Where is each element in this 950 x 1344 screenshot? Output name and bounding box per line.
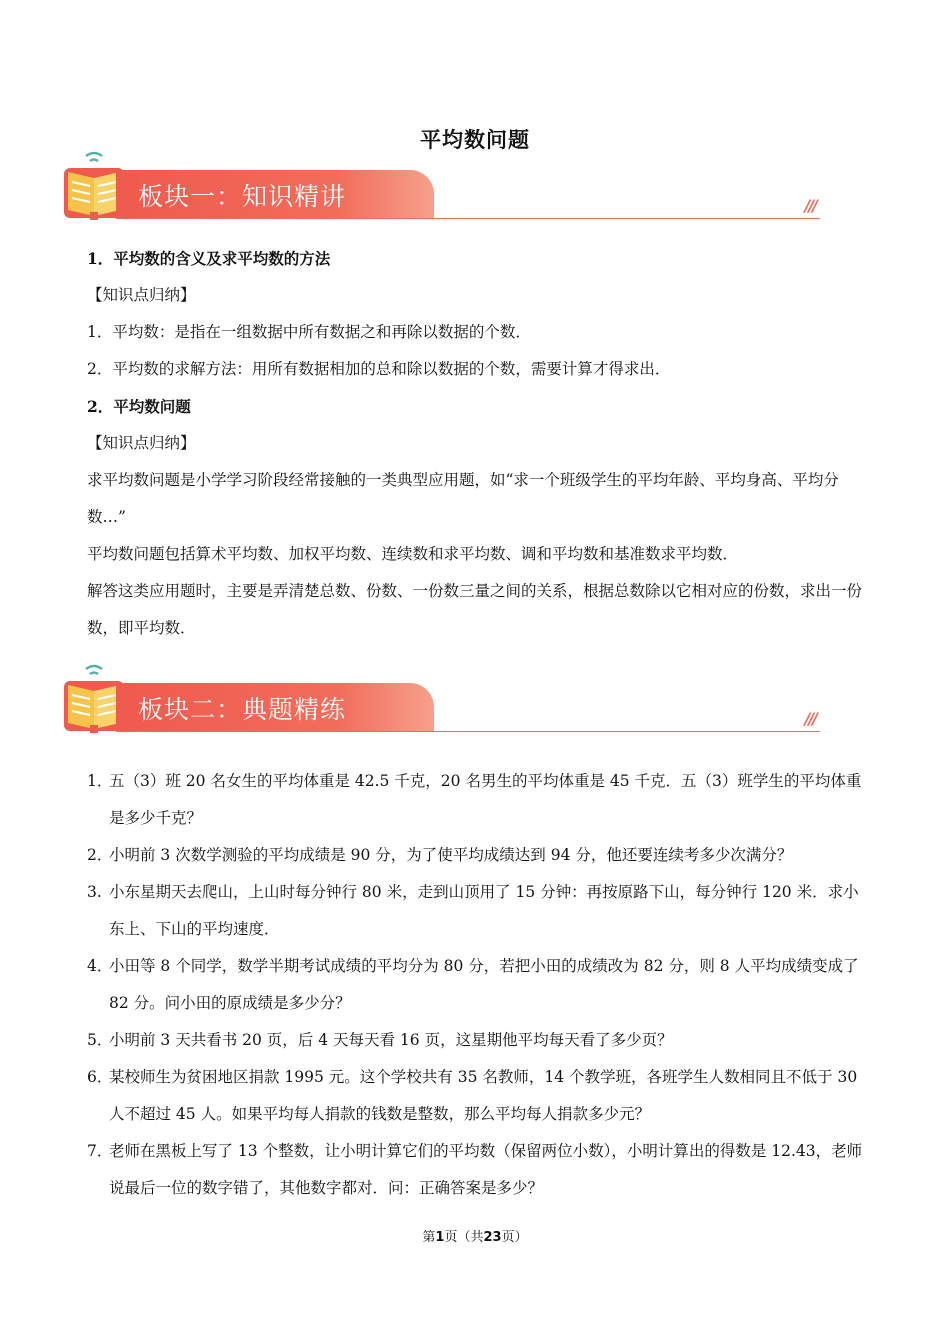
page-footer bbox=[0, 1226, 950, 1245]
list-item: 2．平均数的求解方法：用所有数据相加的总和除以数据的个数，需要计算才得求出． bbox=[87, 360, 671, 378]
section-1-content bbox=[87, 240, 867, 647]
question-number: 7． bbox=[87, 1142, 113, 1160]
footer-page-number: 1 bbox=[435, 1230, 445, 1245]
page-title: 平均数问题 bbox=[420, 127, 530, 152]
question-number: 1． bbox=[87, 772, 113, 790]
subheading: 1．平均数的含义及求平均数的方法 bbox=[87, 249, 331, 268]
question-text: 小田等 8 个同学，数学半期考试成绩的平均分为 80 分，若把小田的成绩改为 82 分，则 8 人平均成绩变成了 82 分。问小田的原成绩是多少分？ bbox=[109, 957, 859, 1012]
question-number: 5． bbox=[87, 1031, 113, 1049]
knowledge-tag: 【知识点归纳】 bbox=[87, 286, 196, 304]
question-text: 五（3）班 20 名女生的平均体重是 42.5 千克，20 名男生的平均体重是 45 千克．五（3）班学生的平均体重是多少千克？ bbox=[109, 772, 862, 827]
list-item: 1．平均数：是指在一组数据中所有数据之和再除以数据的个数． bbox=[87, 323, 531, 341]
question-item bbox=[87, 837, 867, 874]
question-number: 4． bbox=[87, 957, 113, 975]
question-item bbox=[87, 763, 867, 837]
question-text: 小明前 3 次数学测验的平均成绩是 90 分，为了使平均成绩达到 94 分，他还要连续考多少次满分？ bbox=[109, 846, 793, 864]
subheading: 2．平均数问题 bbox=[87, 397, 191, 416]
question-item bbox=[87, 1022, 867, 1059]
question-item bbox=[87, 948, 867, 1022]
section-banner-1 bbox=[60, 150, 820, 230]
question-number: 3. bbox=[87, 883, 102, 901]
section-label: 板块一：知识精讲 bbox=[138, 182, 347, 211]
paragraph: 平均数问题包括算术平均数、加权平均数、连续数和求平均数、调和平均数和基准数求平均数． bbox=[87, 545, 739, 563]
footer-suffix: 页） bbox=[501, 1230, 528, 1245]
footer-mid: 页（共 bbox=[444, 1230, 484, 1245]
section-label: 板块二：典题精练 bbox=[138, 695, 347, 724]
question-number: 6． bbox=[87, 1068, 113, 1086]
question-number: 2． bbox=[87, 846, 113, 864]
question-item bbox=[87, 1133, 867, 1207]
footer-prefix: 第 bbox=[422, 1230, 436, 1245]
knowledge-tag: 【知识点归纳】 bbox=[87, 434, 196, 452]
question-item bbox=[87, 1059, 867, 1133]
question-list bbox=[87, 763, 867, 1207]
decor-slashes: /// bbox=[804, 709, 816, 728]
divider bbox=[116, 218, 820, 219]
question-text: 小东星期天去爬山，上山时每分钟行 80 米，走到山顶用了 15 分钟：再按原路下山，每分钟行 120 米．求小东上、下山的平均速度． bbox=[109, 883, 859, 938]
question-item bbox=[87, 874, 867, 948]
paragraph: 求平均数问题是小学学习阶段经常接触的一类典型应用题，如“求一个班级学生的平均年龄、平均身高、平均分数…” bbox=[87, 471, 839, 526]
paragraph: 解答这类应用题时，主要是弄清楚总数、份数、一份数三量之间的关系，根据总数除以它相对应的份数，求出一份数，即平均数． bbox=[87, 582, 863, 637]
section-banner-2 bbox=[60, 663, 820, 743]
divider bbox=[116, 731, 820, 732]
question-text: 小明前 3 天共看书 20 页，后 4 天每天看 16 页，这星期他平均每天看了多少页？ bbox=[109, 1031, 673, 1049]
question-text: 某校师生为贫困地区捐款 1995 元。这个学校共有 35 名教师，14 个教学班，各班学生人数相同且不低于 30 人不超过 45 人。如果平均每人捐款的钱数是整数，那么平均每人捐款多少元？ bbox=[109, 1068, 858, 1123]
footer-total-pages: 23 bbox=[483, 1230, 502, 1245]
question-text: 老师在黑板上写了 13 个整数，让小明计算它们的平均数（保留两位小数），小明计算出的得数是 12.43，老师说最后一位的数字错了，其他数字都对．问：正确答案是多少？ bbox=[109, 1142, 863, 1197]
decor-slashes: /// bbox=[804, 196, 816, 215]
